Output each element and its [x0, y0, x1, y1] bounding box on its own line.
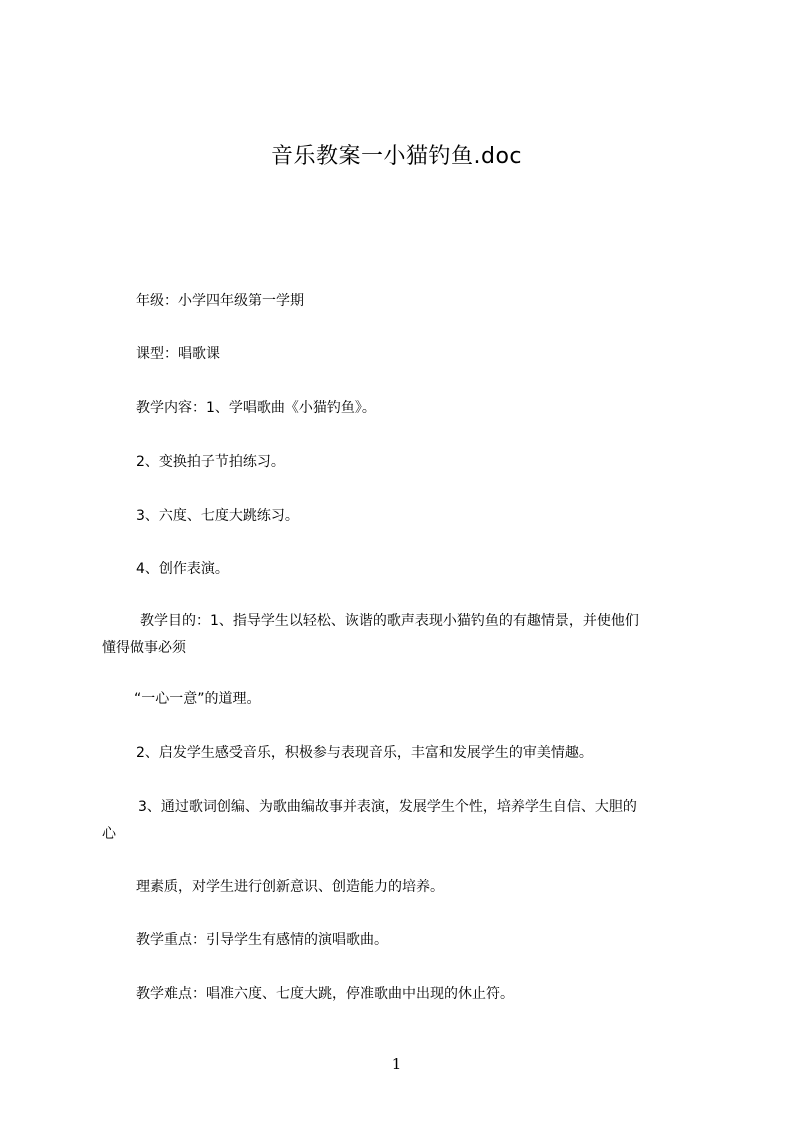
- paragraph-lesson-type: 课型：唱歌课: [136, 346, 220, 362]
- paragraph-key-point: 教学重点：引导学生有感情的演唱歌曲。: [136, 932, 388, 948]
- paragraph-content-item-3: 3、六度、七度大跳练习。: [136, 508, 299, 524]
- paragraph-content-item-2: 2、变换拍子节拍练习。: [136, 454, 285, 470]
- paragraph-grade: 年级：小学四年级第一学期: [136, 293, 304, 309]
- paragraph-goal-item-3: 3、通过歌词创编、为歌曲编故事并表演，发展学生个性，培养学生自信、大胆的: [138, 799, 637, 815]
- paragraph-teaching-goal-continued: 懂得做事必须: [102, 640, 186, 656]
- paragraph-goal-item-3-wrap: 心: [102, 826, 116, 842]
- document-title: 音乐教案一小猫钓鱼.doc: [270, 144, 522, 169]
- paragraph-goal-item-3-continued: 理素质，对学生进行创新意识、创造能力的培养。: [136, 879, 444, 895]
- paragraph-content-item-4: 4、创作表演。: [136, 561, 229, 577]
- paragraph-difficult-point: 教学难点：唱准六度、七度大跳，停准歌曲中出现的休止符。: [136, 986, 514, 1002]
- paragraph-goal-item-2: 2、启发学生感受音乐，积极参与表现音乐，丰富和发展学生的审美情趣。: [136, 745, 593, 761]
- page-number: 1: [391, 1055, 402, 1073]
- paragraph-teaching-content: 教学内容：1、学唱歌曲《小猫钓鱼》。: [136, 400, 376, 416]
- paragraph-teaching-goal: 教学目的：1、指导学生以轻松、诙谐的歌声表现小猫钓鱼的有趣情景，并使他们: [140, 613, 639, 629]
- paragraph-one-heart-one-mind: “一心一意”的道理。: [134, 691, 261, 707]
